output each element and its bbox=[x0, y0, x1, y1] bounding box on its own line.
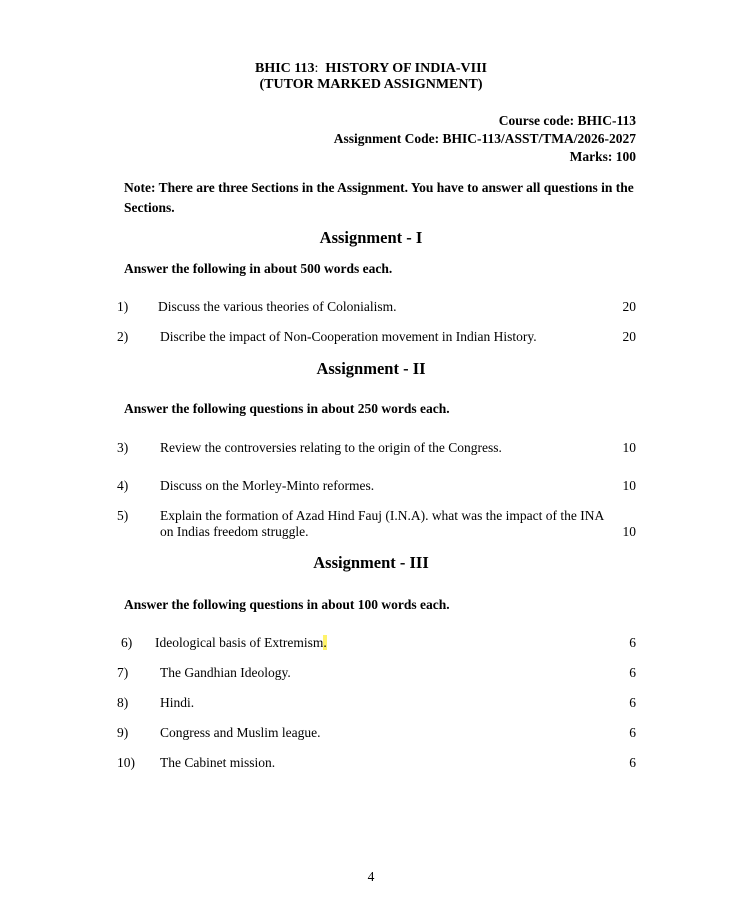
document-subtitle: (TUTOR MARKED ASSIGNMENT) bbox=[259, 77, 483, 92]
question-marks: 6 bbox=[629, 665, 636, 680]
course-title-code: BHIC 113 bbox=[255, 61, 315, 76]
question-number: 7) bbox=[117, 665, 129, 680]
question-number: 2) bbox=[117, 329, 129, 344]
course-code: Course code: BHIC-113 bbox=[498, 113, 636, 128]
question-text-line-2: on Indias freedom struggle. bbox=[160, 524, 309, 539]
title-separator: : bbox=[314, 61, 326, 76]
section-instruction-2: Answer the following questions in about 250 words each. bbox=[124, 401, 450, 416]
question-marks: 10 bbox=[622, 440, 636, 455]
section-title-2: Assignment - II bbox=[316, 359, 426, 378]
question-number: 6) bbox=[121, 635, 133, 650]
question-number: 4) bbox=[117, 478, 129, 493]
question-marks: 10 bbox=[622, 524, 636, 539]
question-text: Review the controversies relating to the origin of the Congress. bbox=[160, 440, 502, 455]
question-text: The Gandhian Ideology. bbox=[160, 665, 291, 680]
question-text: Hindi. bbox=[160, 695, 195, 710]
question-text-main: Ideological basis of Extremism bbox=[155, 635, 324, 650]
document-title bbox=[0, 61, 742, 77]
question-marks: 20 bbox=[622, 329, 636, 344]
question-number: 9) bbox=[117, 725, 129, 740]
question-text: The Cabinet mission. bbox=[160, 755, 276, 770]
question-text: Discribe the impact of Non-Cooperation movement in Indian History. bbox=[160, 329, 537, 344]
question-number: 5) bbox=[117, 508, 129, 523]
page-number: 4 bbox=[367, 869, 375, 884]
question-text bbox=[155, 635, 327, 651]
question-marks: 6 bbox=[629, 635, 636, 650]
section-instruction-3: Answer the following questions in about 100 words each. bbox=[124, 597, 450, 612]
section-title-3: Assignment - III bbox=[313, 553, 429, 572]
question-text: Discuss the various theories of Colonialism. bbox=[158, 299, 397, 314]
section-instruction-1: Answer the following in about 500 words each. bbox=[124, 261, 393, 276]
question-marks: 6 bbox=[629, 755, 636, 770]
question-marks: 10 bbox=[622, 478, 636, 493]
total-marks: Marks: 100 bbox=[569, 149, 636, 164]
assignment-code: Assignment Code: BHIC-113/ASST/TMA/2026-2027 bbox=[333, 131, 636, 146]
question-marks: 6 bbox=[629, 695, 636, 710]
question-marks: 6 bbox=[629, 725, 636, 740]
section-title-1: Assignment - I bbox=[319, 228, 423, 247]
question-number: 3) bbox=[117, 440, 129, 455]
question-number: 1) bbox=[117, 299, 129, 314]
question-text-line-1: Explain the formation of Azad Hind Fauj (I.N.A). what was the impact of the INA bbox=[160, 508, 605, 523]
question-marks: 20 bbox=[622, 299, 636, 314]
highlighted-period: . bbox=[323, 635, 327, 650]
question-number: 10) bbox=[117, 755, 135, 770]
question-number: 8) bbox=[117, 695, 129, 710]
course-title-name: HISTORY OF INDIA-VIII bbox=[325, 61, 487, 76]
note-text: Note: There are three Sections in the Assignment. You have to answer all questions in the Sections. bbox=[124, 180, 634, 215]
question-text: Congress and Muslim league. bbox=[160, 725, 321, 740]
question-text: Discuss on the Morley-Minto reformes. bbox=[160, 478, 375, 493]
